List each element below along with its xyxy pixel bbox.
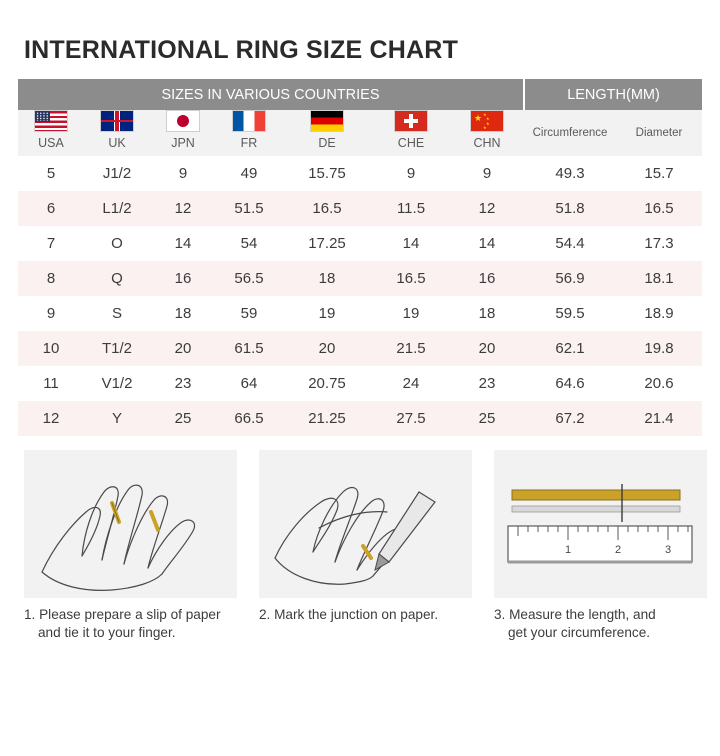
ring-size-table <box>18 79 702 436</box>
table-row <box>18 366 702 401</box>
cell-diameter: 18.9 <box>616 296 702 331</box>
cell-che: 9 <box>372 156 450 191</box>
instruction-panels <box>18 450 702 642</box>
cell-de: 17.25 <box>282 226 372 261</box>
column-header-fr <box>216 110 282 156</box>
cell-fr: 59 <box>216 296 282 331</box>
cell-uk: L1/2 <box>84 191 150 226</box>
table-row <box>18 296 702 331</box>
cell-diameter: 15.7 <box>616 156 702 191</box>
cell-diameter: 19.8 <box>616 331 702 366</box>
column-header-chn <box>450 110 524 156</box>
cell-chn: 16 <box>450 261 524 296</box>
cell-circumference: 49.3 <box>524 156 616 191</box>
cell-de: 20.75 <box>282 366 372 401</box>
column-label-che: CHE <box>397 136 425 150</box>
cell-usa: 7 <box>18 226 84 261</box>
column-header-diameter <box>616 110 702 156</box>
cell-chn: 14 <box>450 226 524 261</box>
cell-usa: 8 <box>18 261 84 296</box>
instruction-caption-3 <box>494 606 707 642</box>
flag-france-icon <box>232 110 266 132</box>
page-title: INTERNATIONAL RING SIZE CHART <box>24 36 459 64</box>
cell-de: 19 <box>282 296 372 331</box>
cell-circumference: 64.6 <box>524 366 616 401</box>
column-header-che <box>372 110 450 156</box>
cell-chn: 9 <box>450 156 524 191</box>
column-label-usa: USA <box>38 136 64 150</box>
cell-de: 16.5 <box>282 191 372 226</box>
cell-chn: 12 <box>450 191 524 226</box>
cell-chn: 23 <box>450 366 524 401</box>
cell-circumference: 62.1 <box>524 331 616 366</box>
cell-jpn: 9 <box>150 156 216 191</box>
flag-uk-icon <box>100 110 134 132</box>
cell-che: 11.5 <box>372 191 450 226</box>
instruction-step-2 <box>259 450 472 642</box>
table-body <box>18 156 702 436</box>
column-header-uk <box>84 110 150 156</box>
cell-de: 15.75 <box>282 156 372 191</box>
ruler-tick-3: 3 <box>664 544 672 556</box>
cell-che: 16.5 <box>372 261 450 296</box>
cell-uk: J1/2 <box>84 156 150 191</box>
cell-fr: 56.5 <box>216 261 282 296</box>
cell-jpn: 16 <box>150 261 216 296</box>
column-label-fr: FR <box>240 136 258 150</box>
cell-chn: 25 <box>450 401 524 436</box>
cell-uk: Q <box>84 261 150 296</box>
cell-fr: 54 <box>216 226 282 261</box>
flag-switzerland-icon <box>394 110 428 132</box>
instruction-caption-1 <box>24 606 237 642</box>
cell-diameter: 21.4 <box>616 401 702 436</box>
column-header-de <box>282 110 372 156</box>
cell-uk: Y <box>84 401 150 436</box>
instruction-line-1a: 1. Please prepare a slip of paper <box>24 607 221 622</box>
cell-chn: 20 <box>450 331 524 366</box>
group-header-sizes: SIZES IN VARIOUS COUNTRIES <box>18 79 524 110</box>
column-header-usa <box>18 110 84 156</box>
table-group-header-row <box>18 79 702 110</box>
cell-che: 27.5 <box>372 401 450 436</box>
cell-fr: 51.5 <box>216 191 282 226</box>
column-header-jpn <box>150 110 216 156</box>
flag-germany-icon <box>310 110 344 132</box>
cell-chn: 18 <box>450 296 524 331</box>
flag-china-icon: ★ ★ ★ ★ ★ <box>470 110 504 132</box>
cell-diameter: 17.3 <box>616 226 702 261</box>
instruction-line-1b: and tie it to your finger. <box>38 624 176 640</box>
instruction-step-1 <box>24 450 237 642</box>
cell-circumference: 59.5 <box>524 296 616 331</box>
ruler-tick-2: 2 <box>614 544 622 556</box>
table-row <box>18 331 702 366</box>
cell-circumference: 51.8 <box>524 191 616 226</box>
column-label-chn: CHN <box>473 136 501 150</box>
hand-marking-paper-with-pen-illustration <box>259 450 472 598</box>
cell-jpn: 18 <box>150 296 216 331</box>
cell-usa: 9 <box>18 296 84 331</box>
cell-fr: 66.5 <box>216 401 282 436</box>
flag-japan-icon <box>166 110 200 132</box>
cell-che: 19 <box>372 296 450 331</box>
cell-circumference: 67.2 <box>524 401 616 436</box>
ruler-measuring-paper-strip-illustration <box>494 450 707 598</box>
cell-de: 20 <box>282 331 372 366</box>
cell-uk: O <box>84 226 150 261</box>
ruler-tick-1: 1 <box>564 544 572 556</box>
cell-usa: 12 <box>18 401 84 436</box>
cell-jpn: 20 <box>150 331 216 366</box>
cell-jpn: 12 <box>150 191 216 226</box>
instruction-line-3a: 3. Measure the length, and <box>494 607 656 622</box>
instruction-line-2a: 2. Mark the junction on paper. <box>259 607 439 622</box>
cell-uk: T1/2 <box>84 331 150 366</box>
cell-jpn: 14 <box>150 226 216 261</box>
column-header-circumference <box>524 110 616 156</box>
cell-usa: 11 <box>18 366 84 401</box>
flag-usa-icon <box>34 110 68 132</box>
cell-diameter: 18.1 <box>616 261 702 296</box>
hand-with-paper-strip-illustration <box>24 450 237 598</box>
cell-fr: 49 <box>216 156 282 191</box>
cell-de: 21.25 <box>282 401 372 436</box>
table-row <box>18 156 702 191</box>
cell-usa: 6 <box>18 191 84 226</box>
cell-circumference: 56.9 <box>524 261 616 296</box>
cell-usa: 10 <box>18 331 84 366</box>
cell-uk: V1/2 <box>84 366 150 401</box>
cell-uk: S <box>84 296 150 331</box>
cell-jpn: 23 <box>150 366 216 401</box>
table-column-header-row <box>18 110 702 156</box>
cell-diameter: 16.5 <box>616 191 702 226</box>
ring-size-chart-page <box>0 36 720 756</box>
table-row <box>18 401 702 436</box>
column-label-jpn: JPN <box>171 136 195 150</box>
instruction-caption-2 <box>259 606 472 624</box>
cell-usa: 5 <box>18 156 84 191</box>
cell-fr: 64 <box>216 366 282 401</box>
table-row <box>18 261 702 296</box>
cell-che: 24 <box>372 366 450 401</box>
cell-de: 18 <box>282 261 372 296</box>
table-row <box>18 191 702 226</box>
column-label-uk: UK <box>108 136 126 150</box>
instruction-line-3b: get your circumference. <box>508 624 651 640</box>
column-label-de: DE <box>318 136 336 150</box>
instruction-step-3 <box>494 450 707 642</box>
column-label-circumference: Circumference <box>532 127 608 139</box>
cell-fr: 61.5 <box>216 331 282 366</box>
cell-diameter: 20.6 <box>616 366 702 401</box>
cell-che: 21.5 <box>372 331 450 366</box>
group-header-length: LENGTH(MM) <box>524 79 702 110</box>
cell-circumference: 54.4 <box>524 226 616 261</box>
column-label-diameter: Diameter <box>635 127 683 139</box>
cell-che: 14 <box>372 226 450 261</box>
cell-jpn: 25 <box>150 401 216 436</box>
table-row <box>18 226 702 261</box>
